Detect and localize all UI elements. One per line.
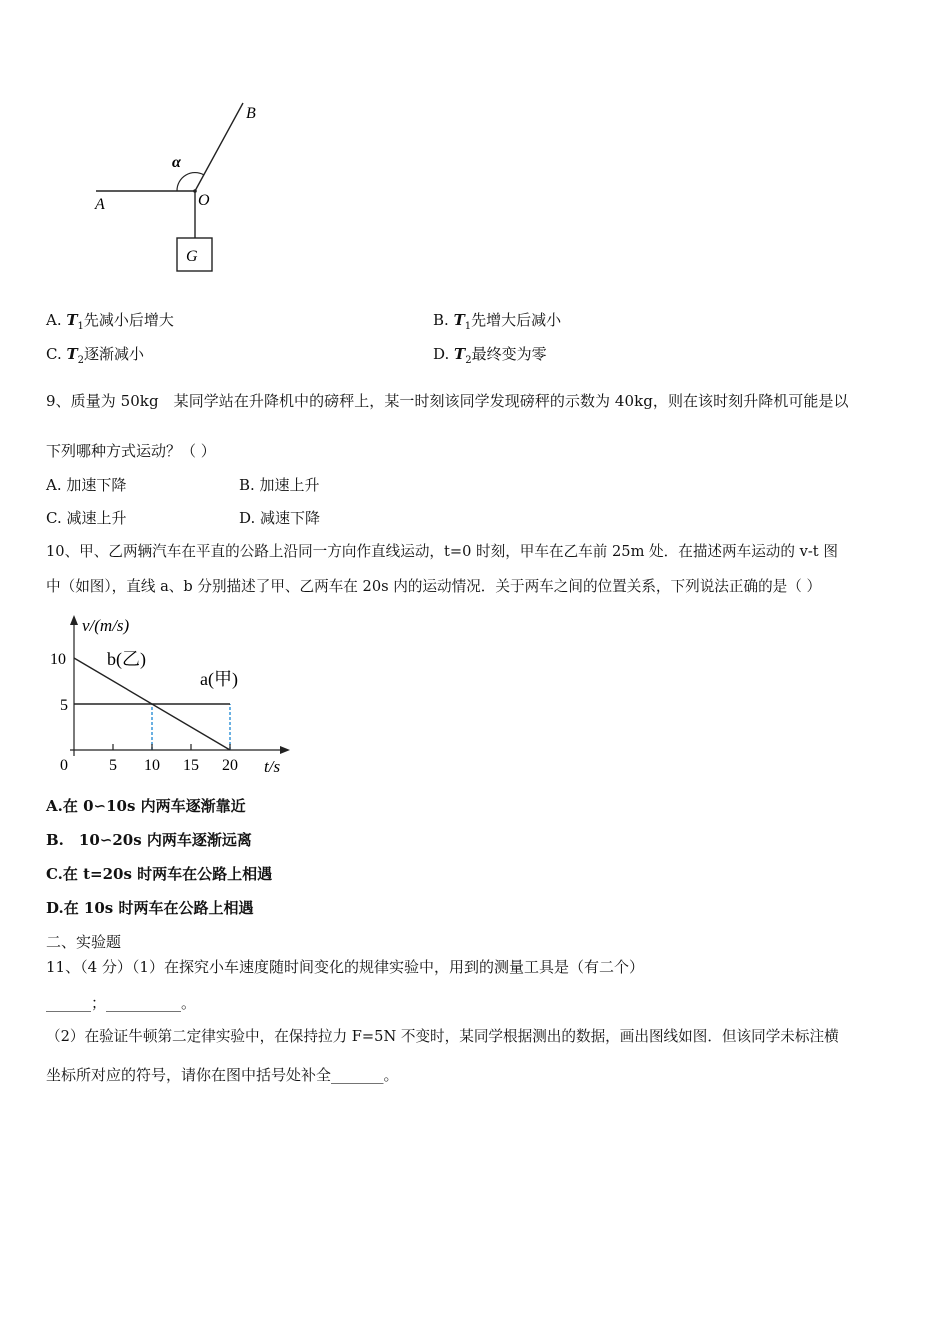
series-a-label: a(甲): [200, 669, 238, 689]
rope-ob: [195, 103, 243, 191]
q9-option-d: D. 减速下降: [239, 509, 321, 527]
q9-stem-line1: 9、质量为 50kg 某同学站在升降机中的磅秤上，某一时刻该同学发现磅秤的示数为 40kg，则在该时刻升降机可能是以: [46, 392, 849, 410]
label-b: B: [246, 105, 256, 122]
x-tick-label: 20: [222, 757, 238, 774]
q8-option-b: B. $T_1$先增大后减小: [433, 311, 562, 332]
rope-force-diagram: [80, 95, 280, 280]
q11-stem-line3: （2）在验证牛顿第二定律实验中，在保持拉力 F=5N 不变时，某同学根据测出的数据，画出图线如图．但该同学未标注横: [46, 1028, 839, 1045]
y-tick-label: 5: [60, 697, 68, 714]
q11-stem-line1: 11、（4 分）（1）在探究小车速度随时间变化的规律实验中，用到的测量工具是（有二个）: [46, 958, 644, 976]
y-axis-label: v/(m/s): [82, 616, 130, 635]
q8-option-a: A. $T_1$先减小后增大: [46, 311, 174, 332]
q10-stem-line2: 中（如图），直线 a、b 分别描述了甲、乙两车在 20s 内的运动情况．关于两车之间的位置关系，下列说法正确的是（ ）: [46, 578, 822, 595]
q10-option-a: A.在 0∽10s 内两车逐渐靠近: [46, 797, 246, 815]
q9-option-a: A. 加速下降: [46, 476, 127, 494]
x-axis-arrow: [280, 746, 290, 754]
q11-stem-line4: 坐标所对应的符号，请你在图中括号处补全_______。: [46, 1066, 399, 1084]
q8-option-c: C. $T_2$逐渐减小: [46, 345, 145, 366]
y-axis-arrow: [70, 615, 78, 625]
q9-stem-line2: 下列哪种方式运动？（ ）: [46, 442, 216, 460]
y-tick-label: 10: [50, 651, 66, 668]
section-heading: 二、实验题: [46, 933, 122, 951]
x-tick-label: 15: [183, 757, 199, 774]
x-tick-label: 5: [109, 757, 117, 774]
q11-blanks: ______；__________。: [46, 994, 197, 1012]
knot-o: [193, 189, 197, 193]
x-axis-label: t/s: [264, 757, 281, 776]
label-o: O: [198, 192, 210, 209]
x-tick-label: 10: [144, 757, 160, 774]
label-alpha: α: [172, 154, 181, 171]
q10-stem-line1: 10、甲、乙两辆汽车在平直的公路上沿同一方向作直线运动，t=0 时刻，甲车在乙车前 25m 处．在描述两车运动的 v-t 图: [46, 543, 838, 560]
q9-option-c: C. 减速上升: [46, 509, 127, 527]
q8-option-d: D. $T_2$最终变为零: [433, 345, 547, 366]
x-tick-label: 0: [60, 757, 68, 774]
q10-option-c: C.在 t=20s 时两车在公路上相遇: [46, 865, 273, 883]
vt-chart: [40, 610, 300, 780]
q9-option-b: B. 加速上升: [239, 476, 320, 494]
series-b-label: b(乙): [107, 649, 146, 669]
label-g: G: [186, 248, 198, 265]
q10-option-b: B. 10∽20s 内两车逐渐远离: [46, 831, 252, 849]
q10-option-d: D.在 10s 时两车在公路上相遇: [46, 899, 254, 917]
label-a: A: [95, 196, 105, 213]
